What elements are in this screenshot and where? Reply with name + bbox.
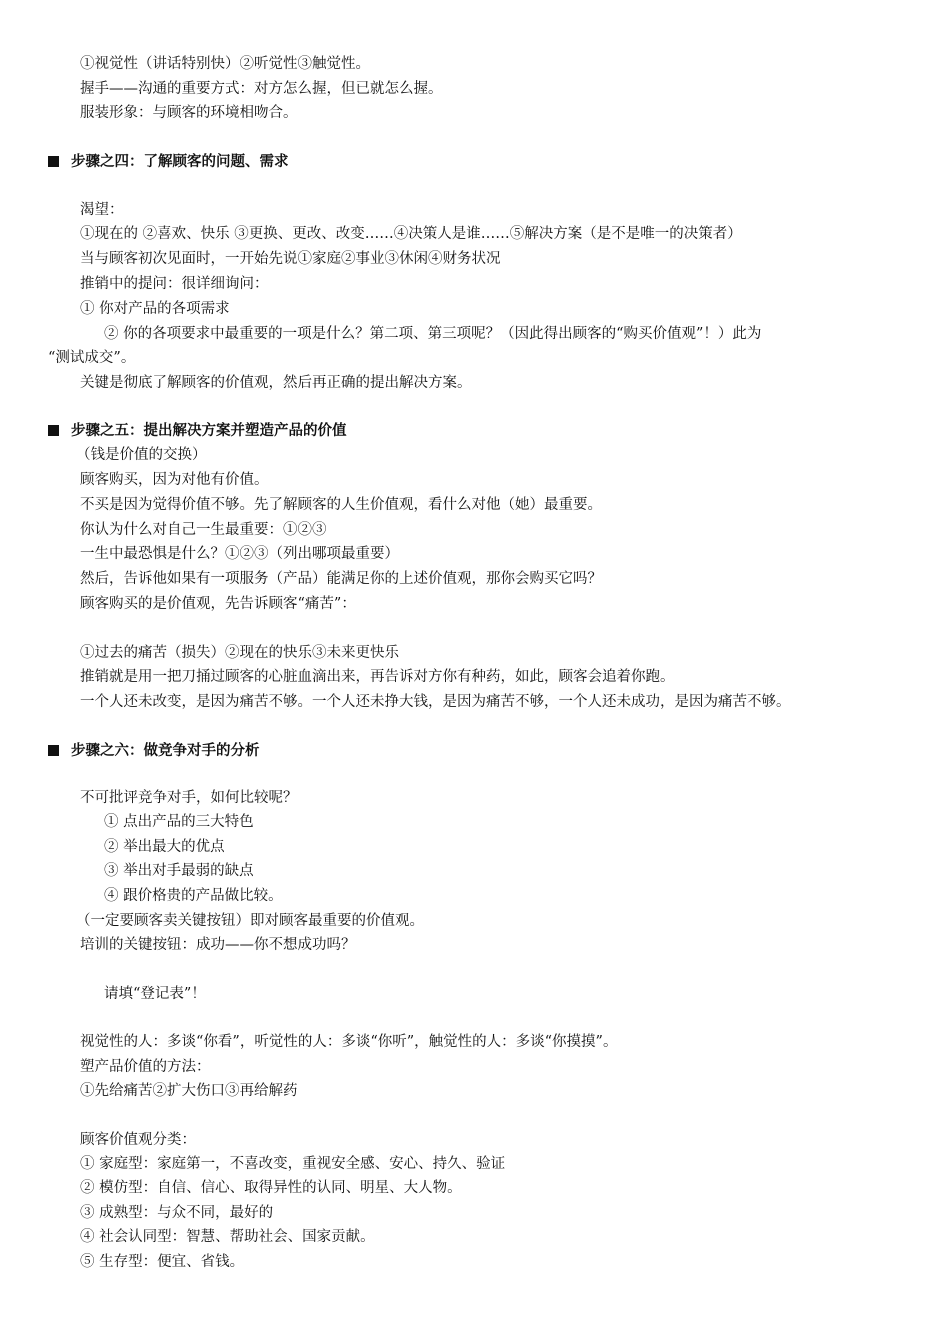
text-line: ①过去的痛苦（损失）②现在的快乐③未来更快乐 [80,645,399,661]
intro-line: 服装形象：与顾客的环境相吻合。 [80,105,298,121]
text-line: ② 你的各项要求中最重要的一项是什么？第二项、第三项呢？（因此得出顾客的“购买价值观”！）此为 [104,326,762,342]
text-line: “测试成交”。 [48,350,136,366]
text-line: 视觉性的人：多谈“你看”，听觉性的人：多谈“你听”，触觉性的人：多谈“你摸摸”。 [80,1034,618,1050]
text-line: 推销就是用一把刀捅过顾客的心脏血滴出来，再告诉对方你有种药，如此，顾客会追着你跑。 [80,669,675,685]
list-item: ① 点出产品的三大特色 [104,814,254,830]
section-heading: 步骤之四：了解顾客的问题、需求 [48,150,289,175]
list-item: ② 举出最大的优点 [104,839,225,855]
text-line: 一个人还未改变，是因为痛苦不够。一个人还未挣大钱，是因为痛苦不够，一个人还未成功，是因为痛苦不够。 [80,694,791,710]
text-line: 塑产品价值的方法： [80,1059,211,1075]
text-line: （钱是价值的交换） [76,447,207,463]
text-line: 推销中的提问：很详细询问： [80,276,269,292]
text-line: ①现在的 ②喜欢、快乐 ③更换、更改、改变……④决策人是谁……⑤解决方案（是不是唯一的决策者） [80,226,742,242]
text-line: 关键是彻底了解顾客的价值观，然后再正确的提出解决方案。 [80,375,472,391]
list-item: ④ 社会认同型：智慧、帮助社会、国家贡献。 [80,1229,375,1245]
text-line: 当与顾客初次见面时，一开始先说①家庭②事业③休闲④财务状况 [80,251,501,267]
text-line: 不买是因为觉得价值不够。先了解顾客的人生价值观，看什么对他（她）最重要。 [80,497,602,513]
square-bullet-icon [48,156,59,167]
text-line: 然后，告诉他如果有一项服务（产品）能满足你的上述价值观，那你会购买它吗？ [80,571,602,587]
text-line: 请填“登记表”！ [104,986,206,1002]
list-item: ④ 跟价格贵的产品做比较。 [104,888,283,904]
section-heading: 步骤之六：做竞争对手的分析 [48,739,260,764]
intro-line: ①视觉性（讲话特别快）②听觉性③触觉性。 [80,56,370,72]
list-item: ③ 举出对手最弱的缺点 [104,863,254,879]
text-line: 渴望： [80,202,124,218]
intro-line: 握手——沟通的重要方式：对方怎么握，但已就怎么握。 [80,81,443,97]
text-line: 你认为什么对自己一生最重要：①②③ [80,522,327,538]
list-item: ③ 成熟型：与众不同，最好的 [80,1205,274,1221]
square-bullet-icon [48,745,59,756]
text-line: （一定要顾客卖关键按钮）即对顾客最重要的价值观。 [76,913,424,929]
text-line: 培训的关键按钮：成功——你不想成功吗？ [80,937,356,953]
text-line: 一生中最恐惧是什么？①②③（列出哪项最重要） [80,546,399,562]
list-item: ② 模仿型：自信、信心、取得异性的认同、明星、大人物。 [80,1180,462,1196]
square-bullet-icon [48,425,59,436]
text-line: 顾客购买的是价值观，先告诉顾客“痛苦”： [80,596,356,612]
list-item: ① 家庭型：家庭第一，不喜改变，重视安全感、安心、持久、验证 [80,1156,506,1172]
section-heading: 步骤之五：提出解决方案并塑造产品的价值 [48,419,347,444]
text-line: 顾客价值观分类： [80,1132,196,1148]
text-line: ① 你对产品的各项需求 [80,301,230,317]
list-item: ⑤ 生存型：便宜、省钱。 [80,1254,245,1270]
text-line: 不可批评竞争对手，如何比较呢？ [80,790,298,806]
text-line: ①先给痛苦②扩大伤口③再给解药 [80,1083,298,1099]
text-line: 顾客购买，因为对他有价值。 [80,472,269,488]
